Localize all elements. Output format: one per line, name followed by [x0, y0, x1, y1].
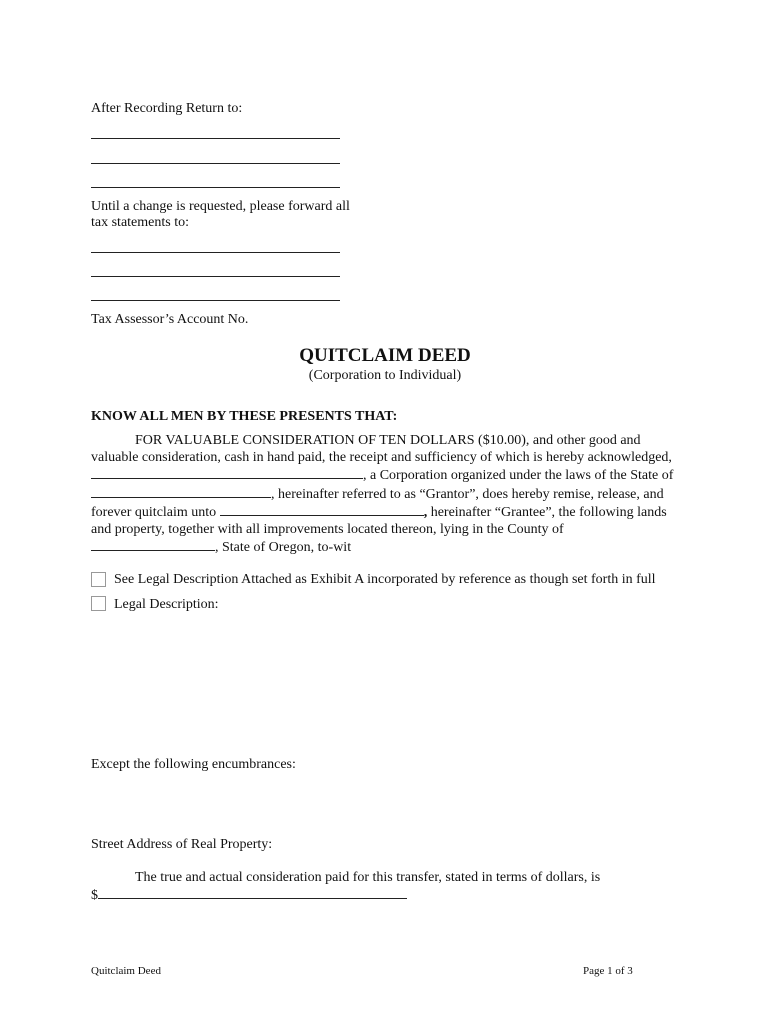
tax-line-1[interactable]	[91, 252, 340, 253]
county-blank[interactable]	[91, 538, 215, 551]
return-line-1[interactable]	[91, 138, 340, 139]
paragraph-line-4	[91, 485, 681, 504]
exhibit-a-checkbox[interactable]	[91, 572, 106, 587]
grantee-text: hereinafter “Grantee”, the following lands	[427, 505, 667, 520]
tax-forward-label-2: tax statements to:	[91, 215, 189, 230]
footer-page-number: Page 1 of 3	[583, 965, 633, 977]
footer-doc-name: Quitclaim Deed	[91, 965, 161, 977]
quitclaim-unto-text: forever quitclaim unto	[91, 505, 220, 520]
legal-description-label: Legal Description:	[114, 597, 219, 612]
grantee-name-blank[interactable]	[220, 503, 424, 516]
grantee-comma: ,	[423, 505, 428, 520]
paragraph-line-6: and property, together with all improvements located thereon, lying in the County of	[91, 521, 564, 537]
corporation-text: , a Corporation organized under the laws of the State of	[363, 468, 674, 483]
assessor-account-label: Tax Assessor’s Account No.	[91, 312, 249, 327]
true-consideration-text: The true and actual consideration paid for this transfer, stated in terms of dollars, is	[135, 870, 601, 885]
tax-line-3[interactable]	[91, 300, 340, 301]
grantor-state-blank[interactable]	[91, 485, 271, 498]
deed-subtitle: (Corporation to Individual)	[308, 368, 462, 383]
grantor-text: , hereinafter referred to as “Grantor”, does hereby remise, release, and	[271, 486, 664, 502]
return-line-3[interactable]	[91, 187, 340, 188]
paragraph-line-1: FOR VALUABLE CONSIDERATION OF TEN DOLLARS ($10.00), and other good and	[135, 433, 641, 448]
consideration-amount-row	[91, 886, 407, 904]
grantor-name-blank[interactable]	[91, 466, 363, 479]
street-address-label: Street Address of Real Property:	[91, 837, 273, 852]
return-line-2[interactable]	[91, 163, 340, 164]
legal-description-checkbox[interactable]	[91, 596, 106, 611]
return-to-label: After Recording Return to:	[91, 101, 243, 116]
paragraph-line-7	[91, 538, 681, 557]
know-all-men-heading: KNOW ALL MEN BY THESE PRESENTS THAT:	[91, 409, 398, 424]
deed-title: QUITCLAIM DEED	[299, 345, 471, 366]
paragraph-line-5	[91, 503, 681, 522]
state-oregon-text: , State of Oregon, to-wit	[215, 540, 352, 555]
tax-line-2[interactable]	[91, 276, 340, 277]
paragraph-line-3	[91, 466, 681, 485]
dollar-sign: $	[91, 888, 98, 903]
consideration-amount-blank[interactable]	[98, 886, 407, 899]
encumbrances-label: Except the following encumbrances:	[91, 757, 296, 772]
consideration-paragraph	[91, 433, 681, 557]
exhibit-a-label: See Legal Description Attached as Exhibit A incorporated by reference as though set forth in full	[114, 572, 656, 587]
tax-forward-label-1: Until a change is requested, please forward all	[91, 199, 350, 214]
paragraph-line-2: valuable consideration, cash in hand paid, the receipt and sufficiency of which is hereby acknowledged,	[91, 449, 672, 465]
